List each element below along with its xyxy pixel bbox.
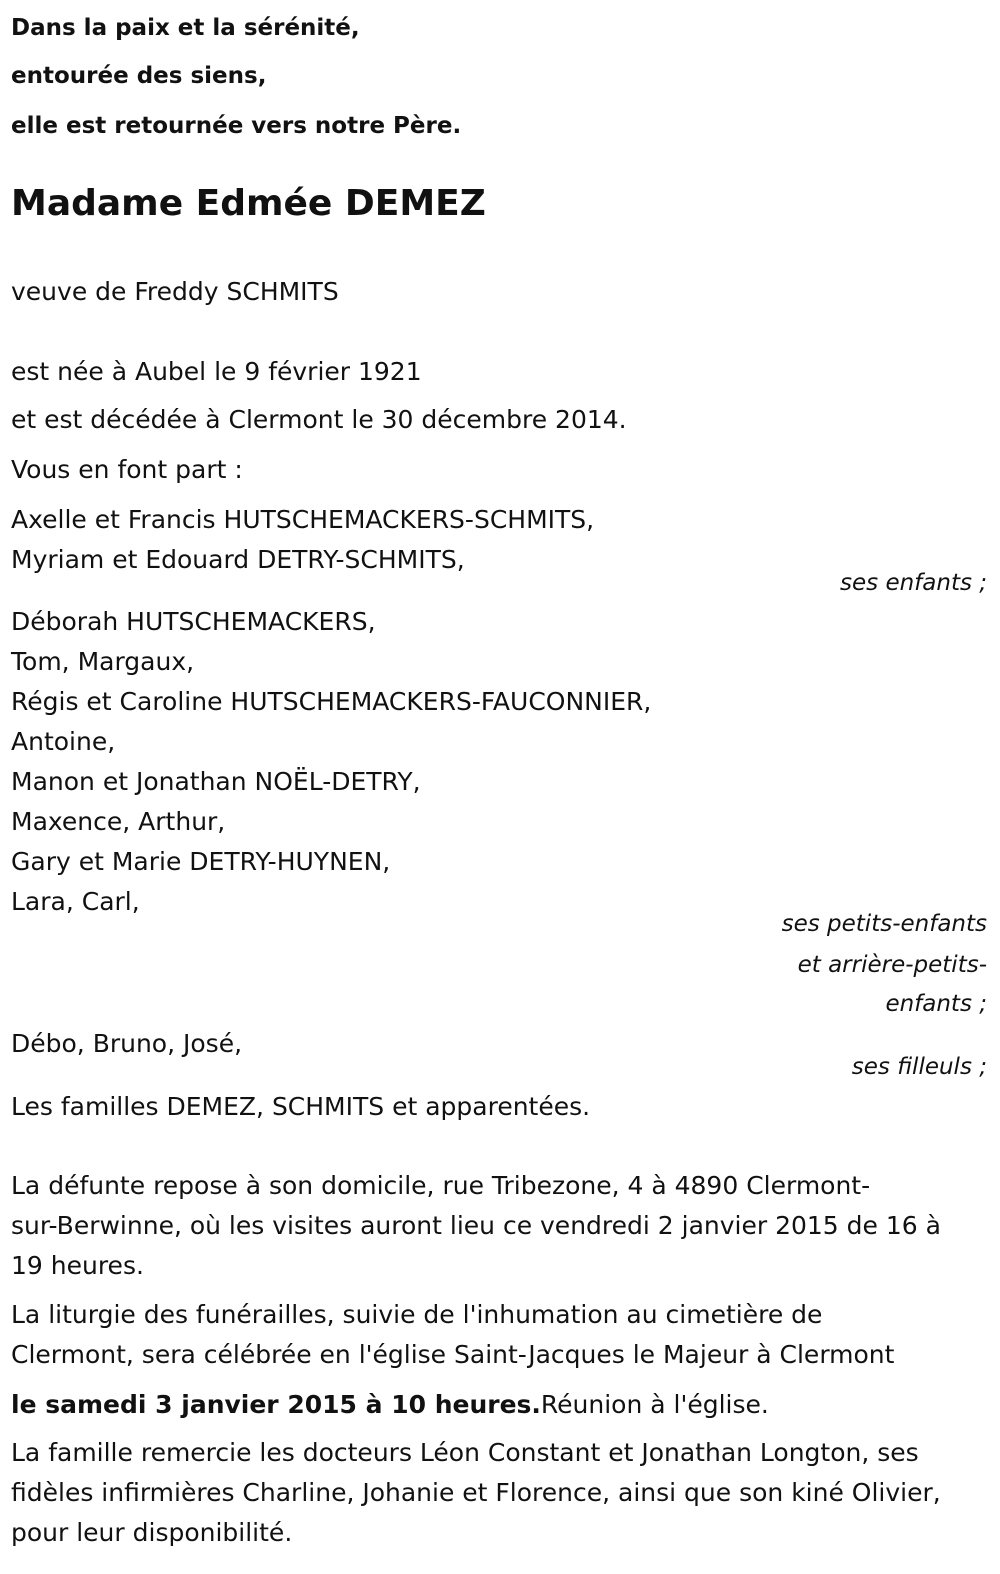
death-line: et est décédée à Clermont le 30 décembre 2014. <box>11 405 627 434</box>
rest-line-3: 19 heures. <box>11 1251 144 1280</box>
thanks-line-2: fidèles infirmières Charline, Johanie et Florence, ainsi que son kiné Olivier, <box>11 1478 941 1507</box>
widow-of: veuve de Freddy SCHMITS <box>11 277 339 306</box>
children-line-1: Axelle et Francis HUTSCHEMACKERS-SCHMITS, <box>11 505 595 534</box>
meeting-text: Réunion à l'église. <box>540 1390 769 1419</box>
rest-line-2: sur-Berwinne, où les visites auront lieu ce vendredi 2 janvier 2015 de 16 à <box>11 1211 941 1240</box>
grandchild-line-3: Régis et Caroline HUTSCHEMACKERS-FAUCONNIER, <box>11 687 652 716</box>
thanks-line-1: La famille remercie les docteurs Léon Constant et Jonathan Longton, ses <box>11 1438 919 1467</box>
grandchild-line-8: Lara, Carl, <box>11 887 140 916</box>
grandchild-line-7: Gary et Marie DETRY-HUYNEN, <box>11 847 391 876</box>
liturgy-line-1: La liturgie des funérailles, suivie de l'inhumation au cimetière de <box>11 1300 823 1329</box>
children-line-2: Myriam et Edouard DETRY-SCHMITS, <box>11 545 465 574</box>
ceremony-line <box>11 1390 769 1420</box>
grandchildren-label-1: ses petits-enfants <box>781 911 987 937</box>
birth-line: est née à Aubel le 9 février 1921 <box>11 357 422 386</box>
families-line: Les familles DEMEZ, SCHMITS et apparentées. <box>11 1092 591 1121</box>
children-label: ses enfants ; <box>840 570 987 596</box>
intro-line-1: Dans la paix et la sérénité, <box>11 15 360 41</box>
intro-line-3: elle est retournée vers notre Père. <box>11 113 462 139</box>
deceased-name: Madame Edmée DEMEZ <box>11 183 486 224</box>
grandchildren-label-2: et arrière-petits- <box>797 952 987 978</box>
rest-line-1: La défunte repose à son domicile, rue Tribezone, 4 à 4890 Clermont- <box>11 1171 871 1200</box>
ceremony-date: le samedi 3 janvier 2015 à 10 heures. <box>11 1390 541 1419</box>
thanks-line-3: pour leur disponibilité. <box>11 1518 293 1547</box>
grandchild-line-5: Manon et Jonathan NOËL-DETRY, <box>11 767 421 796</box>
grandchildren-label-3: enfants ; <box>885 991 987 1017</box>
grandchild-line-2: Tom, Margaux, <box>11 647 195 676</box>
godchildren-line: Débo, Bruno, José, <box>11 1029 243 1058</box>
grandchild-line-1: Déborah HUTSCHEMACKERS, <box>11 607 376 636</box>
grandchild-line-4: Antoine, <box>11 727 116 756</box>
godchildren-label: ses filleuls ; <box>851 1054 987 1080</box>
liturgy-line-2: Clermont, sera célébrée en l'église Saint-Jacques le Majeur à Clermont <box>11 1340 895 1369</box>
announce-line: Vous en font part : <box>11 455 243 484</box>
intro-line-2: entourée des siens, <box>11 63 267 89</box>
grandchild-line-6: Maxence, Arthur, <box>11 807 226 836</box>
